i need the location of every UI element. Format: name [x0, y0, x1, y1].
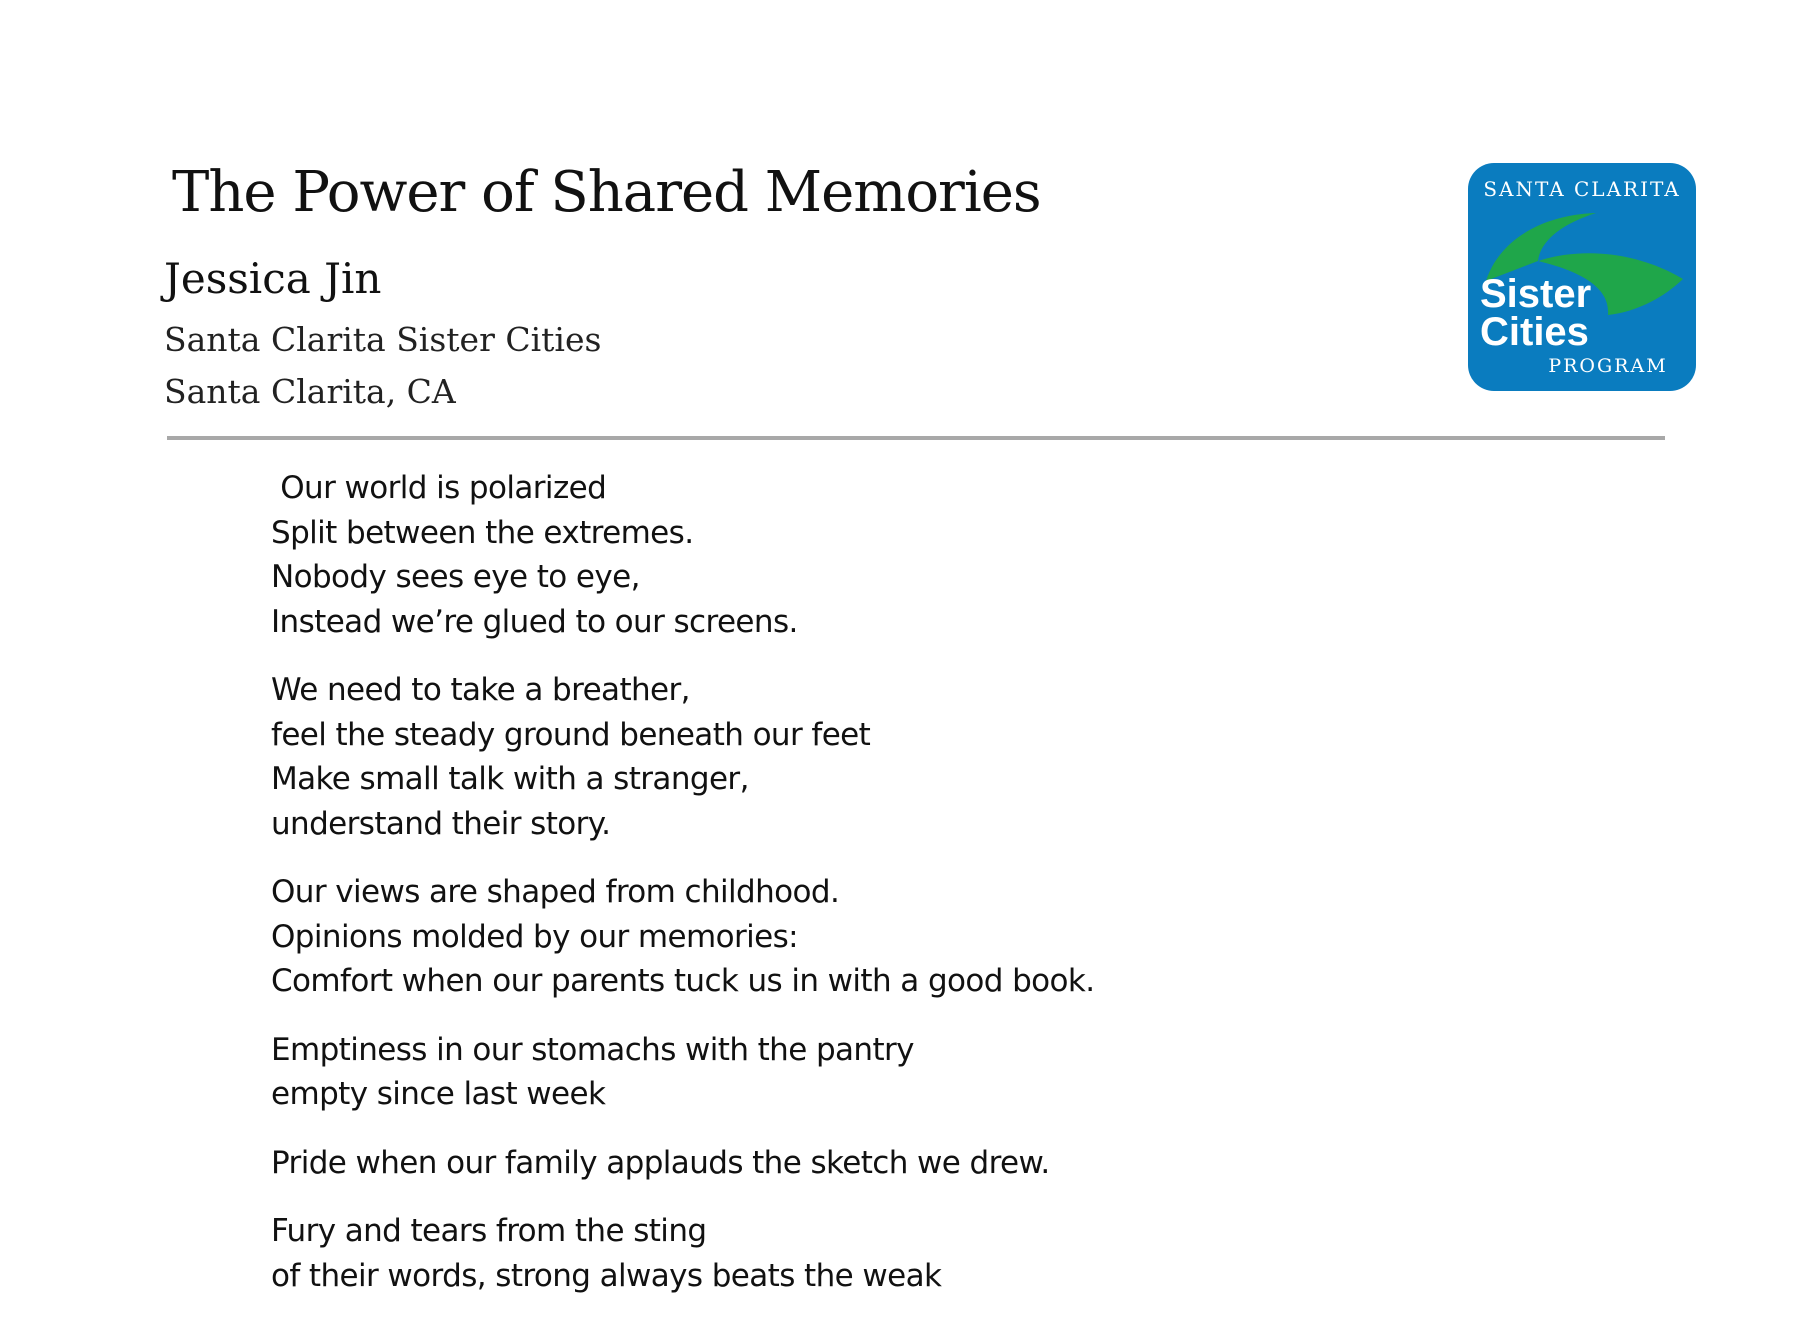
poem-line: Instead we’re glued to our screens. — [271, 603, 798, 640]
logo-top-text: SANTA CLARITA — [1483, 177, 1681, 201]
poem-line: understand their story. — [271, 805, 611, 842]
poem-line: We need to take a breather, — [271, 672, 690, 708]
poem-line: of their words, strong always beats the weak — [271, 1257, 942, 1294]
logo-cities-text: Cities — [1480, 310, 1589, 354]
poem-line: Emptiness in our stomachs with the pantry — [271, 1031, 914, 1068]
header-divider — [167, 436, 1665, 440]
poem-line: Split between the extremes. — [271, 514, 694, 551]
stanza — [271, 1028, 1095, 1117]
stanza — [271, 870, 1095, 1004]
poem-line: feel the steady ground beneath our feet — [271, 716, 871, 753]
author-name: Jessica Jin — [164, 254, 382, 303]
poem-line: Comfort when our parents tuck us in with a good book. — [271, 963, 1095, 999]
poem-line: Pride when our family applauds the sketch we drew. — [271, 1144, 1050, 1181]
logo-bottom-text: PROGRAM — [1548, 355, 1668, 377]
poem-line: empty since last week — [271, 1076, 606, 1112]
poem-line: Opinions molded by our memories: — [271, 918, 798, 955]
poem-line: Make small talk with a stranger, — [271, 761, 749, 797]
stanza — [271, 466, 1095, 644]
stanza — [271, 668, 1095, 846]
sister-cities-logo — [1468, 163, 1696, 391]
poem-line: Fury and tears from the sting — [271, 1213, 707, 1249]
stanza — [271, 1141, 1095, 1186]
logo-sister-text: Sister — [1480, 272, 1592, 316]
poem-line: Our views are shaped from childhood. — [271, 874, 840, 910]
location: Santa Clarita, CA — [164, 372, 456, 411]
poem-line: Nobody sees eye to eye, — [271, 559, 640, 595]
poem-title: The Power of Shared Memories — [172, 160, 1041, 225]
poem-body — [271, 466, 1095, 1322]
stanza — [271, 1209, 1095, 1298]
poem-line: Our world is polarized — [271, 470, 607, 506]
organization-name: Santa Clarita Sister Cities — [164, 320, 602, 359]
